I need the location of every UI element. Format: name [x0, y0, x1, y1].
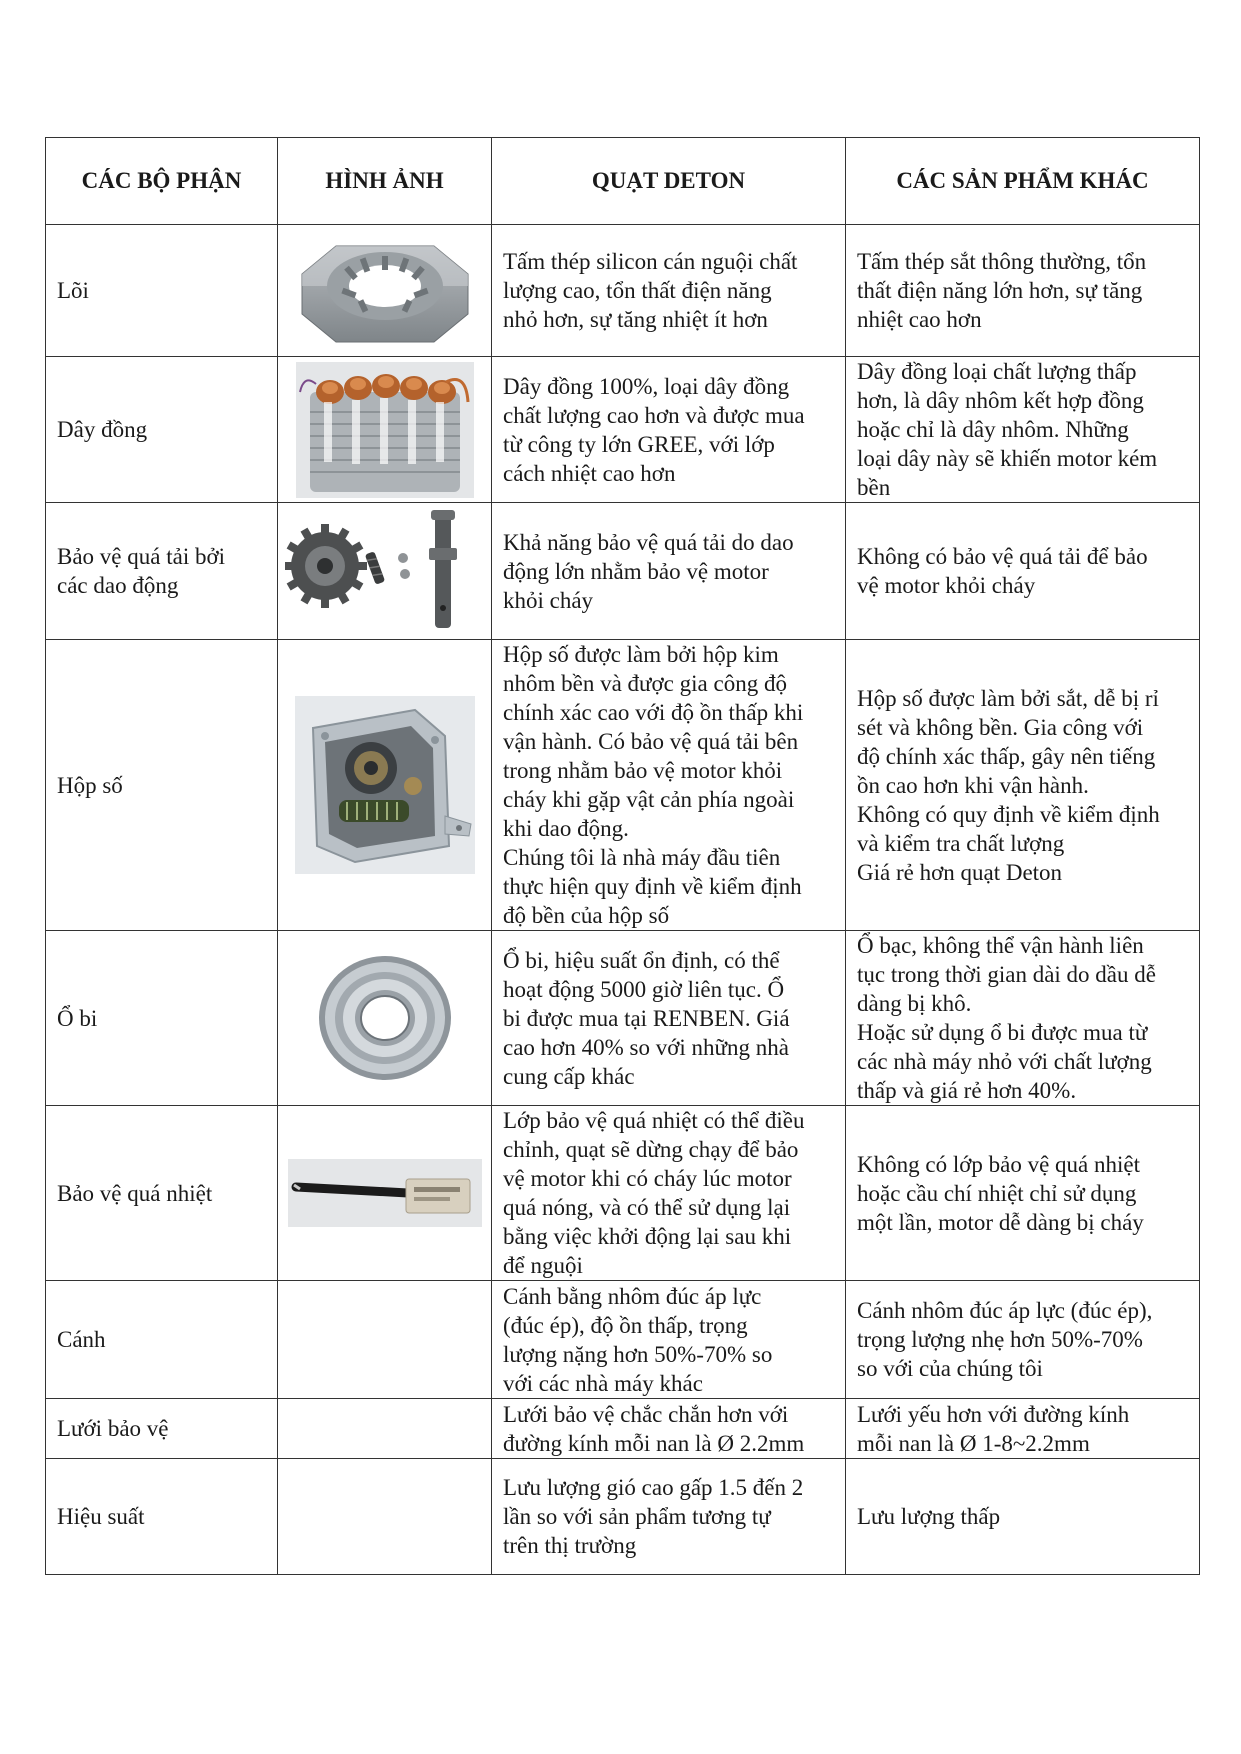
part-cell: [46, 640, 278, 931]
part-label: Bảo vệ quá tải bởi: [57, 544, 226, 569]
text-line: chính xác cao với độ ồn thấp khi: [503, 700, 804, 725]
text-line: vệ motor khi có cháy lúc motor: [503, 1166, 792, 1191]
part-label: các dao động: [57, 573, 179, 598]
table-row: [46, 1459, 1200, 1575]
text-line: dàng bị khô.: [857, 991, 972, 1016]
text-line: hơn, là dây nhôm kết hợp đồng: [857, 388, 1144, 413]
part-label: Hiệu suất: [57, 1504, 145, 1529]
part-label: Hộp số: [57, 772, 123, 798]
part-cell: [46, 1399, 278, 1459]
text-line: Tấm thép silicon cán nguội chất: [503, 249, 798, 274]
image-cell: [278, 640, 492, 931]
deton-cell: [492, 225, 846, 357]
text-line: trên thị trường: [503, 1533, 637, 1558]
text-line: hoặc chỉ là dây nhôm. Những: [857, 417, 1129, 442]
text-line: độ chính xác thấp, gây nên tiếng: [857, 743, 1156, 769]
text-line: cách nhiệt cao hơn: [503, 460, 676, 486]
header-deton: QUẠT DETON: [492, 138, 846, 225]
table-row: [46, 1106, 1200, 1281]
part-cell: [46, 503, 278, 640]
text-line: quá nóng, và có thể sử dụng lại: [503, 1195, 791, 1220]
image-cell: [278, 357, 492, 503]
text-line: động lớn nhằm bảo vệ motor: [503, 558, 769, 584]
part-label: Lõi: [57, 278, 89, 303]
copper-winding-icon: [296, 362, 474, 498]
others-cell: [846, 1399, 1200, 1459]
deton-cell: [492, 1399, 846, 1459]
text-line: hoặc cầu chí nhiệt chỉ sử dụng: [857, 1180, 1137, 1206]
others-cell: [846, 1281, 1200, 1399]
image-cell: [278, 225, 492, 357]
part-cell: [46, 357, 278, 503]
text-line: Khả năng bảo vệ quá tải do dao: [503, 529, 794, 555]
image-cell: [278, 503, 492, 640]
header-parts: CÁC BỘ PHẬN: [46, 138, 278, 225]
table-row: [46, 1281, 1200, 1399]
text-line: tục trong thời gian dài do dầu dễ: [857, 962, 1156, 987]
text-line: hoạt động 5000 giờ liên tục. Ổ: [503, 976, 785, 1002]
text-line: Chúng tôi là nhà máy đầu tiên: [503, 845, 781, 870]
text-line: Lưu lượng gió cao gấp 1.5 đến 2: [503, 1475, 804, 1500]
text-line: vận hành. Có bảo vệ quá tải bên: [503, 729, 799, 754]
others-cell: [846, 225, 1200, 357]
table-row: [46, 931, 1200, 1106]
text-line: Dây đồng 100%, loại dây đồng: [503, 373, 790, 399]
text-line: Hộp số được làm bởi sắt, dễ bị rỉ: [857, 685, 1159, 711]
text-line: thực hiện quy định về kiểm định: [503, 874, 802, 899]
image-cell: [278, 931, 492, 1106]
text-line: nhôm bền và được gia công độ: [503, 671, 787, 696]
image-cell: [278, 1459, 492, 1575]
text-line: cao hơn 40% so với những nhà: [503, 1034, 789, 1060]
stator-core-icon: [296, 234, 474, 348]
text-line: nhiệt cao hơn: [857, 307, 982, 332]
deton-cell: [492, 1281, 846, 1399]
text-line: lượng cao, tổn thất điện năng: [503, 278, 772, 303]
text-line: Ổ bi, hiệu suất ổn định, có thể: [503, 947, 780, 973]
text-line: một lần, motor dễ dàng bị cháy: [857, 1209, 1144, 1235]
text-line: Lưu lượng thấp: [857, 1504, 1001, 1529]
text-line: bền: [857, 475, 891, 500]
deton-cell: [492, 1459, 846, 1575]
text-line: Tấm thép sắt thông thường, tổn: [857, 249, 1147, 274]
text-line: Dây đồng loại chất lượng thấp: [857, 359, 1137, 384]
text-line: độ bền của hộp số: [503, 903, 670, 928]
text-line: chất lượng cao hơn và được mua: [503, 402, 805, 428]
text-line: Hoặc sử dụng ổ bi được mua từ: [857, 1020, 1148, 1045]
others-cell: [846, 1459, 1200, 1575]
text-line: trong nhằm bảo vệ motor khỏi: [503, 758, 783, 783]
image-cell: [278, 1281, 492, 1399]
text-line: cung cấp khác: [503, 1063, 635, 1089]
text-line: để nguội: [503, 1253, 583, 1278]
table-row: [46, 503, 1200, 640]
part-label: Ổ bi: [57, 1005, 98, 1031]
part-cell: [46, 931, 278, 1106]
part-label: Cánh: [57, 1327, 106, 1352]
table-row: [46, 640, 1200, 931]
others-cell: [846, 640, 1200, 931]
others-cell: [846, 931, 1200, 1106]
text-line: lượng nặng hơn 50%-70% so: [503, 1341, 773, 1367]
text-line: loại dây này sẽ khiến motor kém: [857, 446, 1158, 471]
others-cell: [846, 503, 1200, 640]
table-row: [46, 225, 1200, 357]
text-line: so với của chúng tôi: [857, 1356, 1043, 1381]
header-others: CÁC SẢN PHẨM KHÁC: [846, 138, 1200, 225]
text-line: Lớp bảo vệ quá nhiệt có thể điều: [503, 1108, 805, 1133]
thermal-fuse-icon: [288, 1159, 482, 1227]
text-line: Không có bảo vệ quá tải để bảo: [857, 544, 1148, 569]
table-row: [46, 357, 1200, 503]
deton-cell: [492, 357, 846, 503]
text-line: Không có quy định về kiểm định: [857, 801, 1160, 827]
text-line: Lưới bảo vệ chắc chắn hơn với: [503, 1401, 789, 1427]
part-label: Bảo vệ quá nhiệt: [57, 1180, 213, 1206]
text-line: Không có lớp bảo vệ quá nhiệt: [857, 1151, 1140, 1177]
text-line: và kiểm tra chất lượng: [857, 830, 1065, 856]
part-cell: [46, 1281, 278, 1399]
text-line: các nhà máy nhỏ với chất lượng: [857, 1049, 1152, 1074]
text-line: mỗi nan là Ø 1-8~2.2mm: [857, 1430, 1090, 1456]
text-line: khỏi cháy: [503, 587, 594, 613]
part-label: Dây đồng: [57, 417, 148, 442]
text-line: Cánh bằng nhôm đúc áp lực: [503, 1283, 762, 1309]
text-line: thất điện năng lớn hơn, sự tăng: [857, 278, 1143, 303]
text-line: từ công ty lớn GREE, với lớp: [503, 431, 775, 457]
text-line: trọng lượng nhẹ hơn 50%-70%: [857, 1327, 1143, 1352]
image-cell: [278, 1106, 492, 1281]
text-line: bằng việc khởi động lại sau khi: [503, 1224, 792, 1249]
text-line: khi dao động.: [503, 816, 629, 841]
text-line: sét và không bền. Gia công với: [857, 714, 1144, 740]
part-cell: [46, 1459, 278, 1575]
deton-cell: [492, 503, 846, 640]
text-line: Cánh nhôm đúc áp lực (đúc ép),: [857, 1298, 1153, 1323]
text-line: Hộp số được làm bởi hộp kim: [503, 642, 779, 667]
text-line: Ổ bạc, không thể vận hành liên: [857, 933, 1144, 958]
header-row: [46, 138, 1200, 225]
others-cell: [846, 357, 1200, 503]
text-line: cháy khi gặp vật cản phía ngoài: [503, 787, 795, 812]
text-line: chỉnh, quạt sẽ dừng chạy để bảo: [503, 1137, 799, 1162]
deton-cell: [492, 931, 846, 1106]
part-cell: [46, 225, 278, 357]
ball-bearing-icon: [315, 953, 455, 1083]
text-line: (đúc ép), độ ồn thấp, trọng: [503, 1312, 748, 1338]
text-line: thấp và giá rẻ hơn 40%.: [857, 1078, 1077, 1103]
text-line: nhỏ hơn, sự tăng nhiệt ít hơn: [503, 307, 768, 332]
text-line: với các nhà máy khác: [503, 1370, 703, 1396]
text-line: đường kính mỗi nan là Ø 2.2mm: [503, 1430, 805, 1456]
header-images: HÌNH ẢNH: [278, 138, 492, 225]
deton-cell: [492, 1106, 846, 1281]
text-line: ồn cao hơn khi vận hành.: [857, 772, 1089, 798]
text-line: lần so với sản phẩm tương tự: [503, 1504, 771, 1529]
part-cell: [46, 1106, 278, 1281]
text-line: vệ motor khỏi cháy: [857, 573, 1036, 598]
part-label: Lưới bảo vệ: [57, 1416, 169, 1441]
text-line: bi được mua tại RENBEN. Giá: [503, 1005, 790, 1031]
gearbox-icon: [295, 696, 475, 874]
others-cell: [846, 1106, 1200, 1281]
text-line: Lưới yếu hơn với đường kính: [857, 1401, 1130, 1427]
deton-cell: [492, 640, 846, 931]
comparison-table: [45, 137, 1200, 1575]
gear-shaft-icon: [285, 508, 485, 634]
text-line: Giá rẻ hơn quạt Deton: [857, 859, 1063, 885]
table-row: [46, 1399, 1200, 1459]
image-cell: [278, 1399, 492, 1459]
